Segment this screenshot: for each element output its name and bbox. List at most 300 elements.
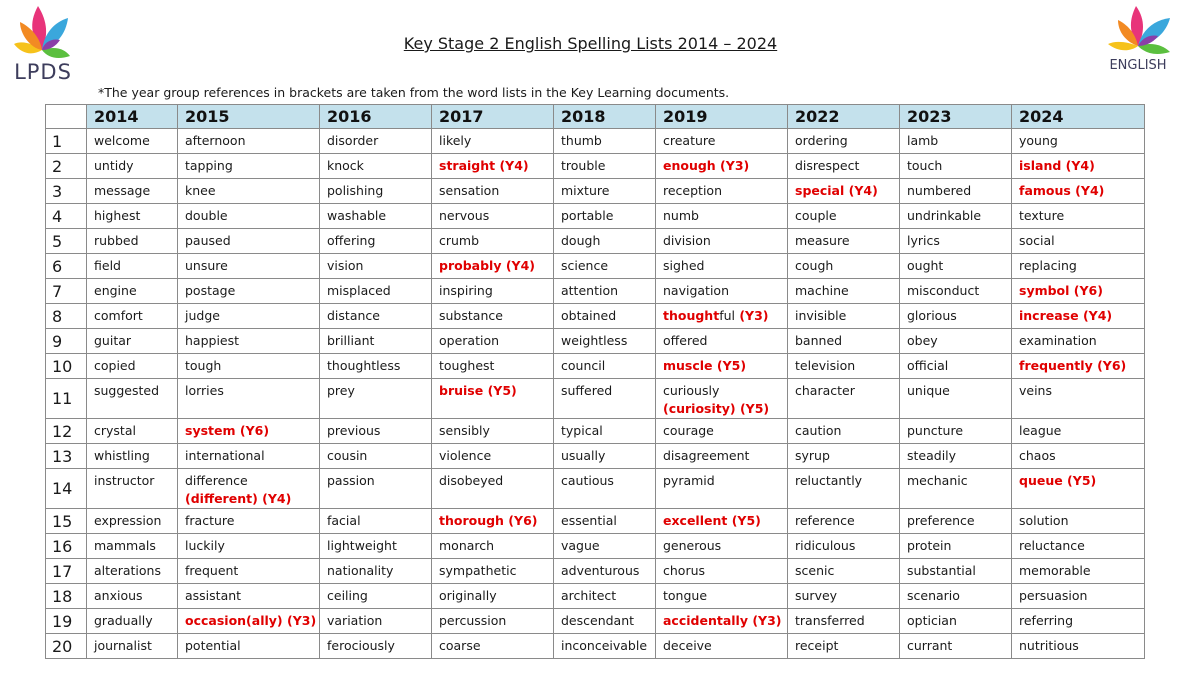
table-row xyxy=(46,609,1145,634)
word-cell-2017 xyxy=(432,204,554,229)
word-cell-2015 xyxy=(178,179,320,204)
spelling-word: field xyxy=(94,258,121,273)
spelling-word: vague xyxy=(561,538,600,553)
year-group-highlight: occasion(ally) (Y3) xyxy=(185,613,317,628)
word-cell-2016 xyxy=(320,379,432,419)
word-cell-2018 xyxy=(554,154,656,179)
spelling-word: texture xyxy=(1019,208,1065,223)
spelling-word: protein xyxy=(907,538,952,553)
year-group-highlight: thought xyxy=(663,308,720,323)
word-cell-2017 xyxy=(432,469,554,509)
spelling-word: cough xyxy=(795,258,834,273)
spelling-word: examination xyxy=(1019,333,1097,348)
word-cell-2023 xyxy=(900,304,1012,329)
spelling-word: scenario xyxy=(907,588,960,603)
spelling-word: tough xyxy=(185,358,222,373)
table-row xyxy=(46,509,1145,534)
word-cell-2016 xyxy=(320,509,432,534)
spelling-word: expression xyxy=(94,513,162,528)
year-header-2014: 2014 xyxy=(87,105,178,129)
spelling-word: ought xyxy=(907,258,944,273)
row-number: 10 xyxy=(46,354,87,379)
word-cell-2016 xyxy=(320,329,432,354)
word-cell-2017 xyxy=(432,379,554,419)
table-row xyxy=(46,559,1145,584)
word-cell-2016 xyxy=(320,609,432,634)
word-cell-2014 xyxy=(87,469,178,509)
header-corner-cell xyxy=(46,105,87,129)
spelling-word: receipt xyxy=(795,638,839,653)
word-cell-2017 xyxy=(432,329,554,354)
word-cell-2022 xyxy=(788,254,900,279)
spelling-word: numbered xyxy=(907,183,972,198)
spelling-word: engine xyxy=(94,283,137,298)
spelling-word: sympathetic xyxy=(439,563,517,578)
word-cell-2024 xyxy=(1012,304,1145,329)
spelling-word: untidy xyxy=(94,158,134,173)
word-cell-2024 xyxy=(1012,179,1145,204)
row-number: 1 xyxy=(46,129,87,154)
row-number: 8 xyxy=(46,304,87,329)
word-cell-2017 xyxy=(432,559,554,584)
word-cell-2014 xyxy=(87,444,178,469)
year-group-highlight: accidentally (Y3) xyxy=(663,613,782,628)
word-cell-2023 xyxy=(900,419,1012,444)
word-cell-2022 xyxy=(788,609,900,634)
table-row xyxy=(46,179,1145,204)
word-cell-2019 xyxy=(656,559,788,584)
table-row xyxy=(46,534,1145,559)
word-cell-2014 xyxy=(87,634,178,659)
word-cell-2015 xyxy=(178,254,320,279)
word-cell-2015 xyxy=(178,609,320,634)
year-group-highlight: bruise (Y5) xyxy=(439,383,517,398)
word-cell-2019 xyxy=(656,634,788,659)
spelling-word: chorus xyxy=(663,563,706,578)
word-cell-2017 xyxy=(432,584,554,609)
spelling-word: guitar xyxy=(94,333,132,348)
word-cell-2024 xyxy=(1012,419,1145,444)
spelling-word: knee xyxy=(185,183,216,198)
word-cell-2014 xyxy=(87,254,178,279)
spelling-word: difference xyxy=(185,473,248,488)
spelling-word: couple xyxy=(795,208,837,223)
year-header-2018: 2018 xyxy=(554,105,656,129)
year-group-highlight: (different) (Y4) xyxy=(185,491,292,506)
year-group-highlight: queue (Y5) xyxy=(1019,473,1097,488)
word-cell-2015 xyxy=(178,584,320,609)
word-cell-2017 xyxy=(432,229,554,254)
spelling-word: veins xyxy=(1019,383,1052,398)
spelling-word: essential xyxy=(561,513,617,528)
word-cell-2015 xyxy=(178,204,320,229)
word-cell-2014 xyxy=(87,229,178,254)
word-cell-2015 xyxy=(178,279,320,304)
word-cell-2014 xyxy=(87,354,178,379)
year-group-highlight: enough (Y3) xyxy=(663,158,750,173)
word-cell-2017 xyxy=(432,304,554,329)
spelling-word: adventurous xyxy=(561,563,640,578)
spelling-word: tapping xyxy=(185,158,233,173)
spelling-word: usually xyxy=(561,448,606,463)
word-cell-2018 xyxy=(554,609,656,634)
word-cell-2023 xyxy=(900,584,1012,609)
spelling-word: crumb xyxy=(439,233,480,248)
word-cell-2018 xyxy=(554,129,656,154)
word-cell-2015 xyxy=(178,154,320,179)
word-cell-2019 xyxy=(656,229,788,254)
word-cell-2024 xyxy=(1012,559,1145,584)
word-cell-2014 xyxy=(87,329,178,354)
word-cell-2018 xyxy=(554,254,656,279)
spelling-word: double xyxy=(185,208,228,223)
spelling-word: sighed xyxy=(663,258,705,273)
row-number: 3 xyxy=(46,179,87,204)
spelling-word: glorious xyxy=(907,308,957,323)
spelling-word: welcome xyxy=(94,133,150,148)
word-cell-2022 xyxy=(788,304,900,329)
word-cell-2016 xyxy=(320,279,432,304)
year-group-highlight: special (Y4) xyxy=(795,183,878,198)
word-cell-2016 xyxy=(320,154,432,179)
spelling-word: previous xyxy=(327,423,381,438)
year-header-2022: 2022 xyxy=(788,105,900,129)
spelling-word: vision xyxy=(327,258,364,273)
word-cell-2023 xyxy=(900,609,1012,634)
word-cell-2024 xyxy=(1012,509,1145,534)
spelling-word: council xyxy=(561,358,606,373)
spelling-word xyxy=(185,612,317,630)
spelling-word: lamb xyxy=(907,133,939,148)
word-cell-2024 xyxy=(1012,584,1145,609)
spelling-word: mammals xyxy=(94,538,156,553)
word-cell-2024 xyxy=(1012,204,1145,229)
word-cell-2022 xyxy=(788,279,900,304)
spelling-word: pyramid xyxy=(663,473,715,488)
word-cell-2014 xyxy=(87,584,178,609)
table-row xyxy=(46,634,1145,659)
spelling-word: suffered xyxy=(561,383,613,398)
table-row xyxy=(46,154,1145,179)
word-cell-2015 xyxy=(178,559,320,584)
word-cell-2024 xyxy=(1012,534,1145,559)
spelling-word: whistling xyxy=(94,448,150,463)
word-cell-2022 xyxy=(788,444,900,469)
year-header-2023: 2023 xyxy=(900,105,1012,129)
spelling-word: inspiring xyxy=(439,283,493,298)
word-cell-2014 xyxy=(87,419,178,444)
word-cell-2022 xyxy=(788,329,900,354)
spelling-word: puncture xyxy=(907,423,964,438)
spelling-word: touch xyxy=(907,158,943,173)
spelling-word: undrinkable xyxy=(907,208,982,223)
word-cell-2014 xyxy=(87,379,178,419)
row-number: 14 xyxy=(46,469,87,509)
word-cell-2018 xyxy=(554,379,656,419)
word-cell-2019 xyxy=(656,204,788,229)
word-cell-2024 xyxy=(1012,609,1145,634)
spelling-word: nutritious xyxy=(1019,638,1079,653)
word-cell-2022 xyxy=(788,419,900,444)
word-cell-2015 xyxy=(178,354,320,379)
spelling-word: suggested xyxy=(94,383,160,398)
table-row xyxy=(46,329,1145,354)
spelling-word: transferred xyxy=(795,613,865,628)
spelling-word: official xyxy=(907,358,949,373)
spelling-word: reluctance xyxy=(1019,538,1085,553)
word-cell-2018 xyxy=(554,534,656,559)
year-group-highlight: system (Y6) xyxy=(185,423,270,438)
word-cell-2018 xyxy=(554,559,656,584)
word-cell-2023 xyxy=(900,204,1012,229)
word-cell-2016 xyxy=(320,204,432,229)
spelling-word: generous xyxy=(663,538,722,553)
year-header-2015: 2015 xyxy=(178,105,320,129)
spelling-word: division xyxy=(663,233,711,248)
spelling-word: character xyxy=(795,383,855,398)
spelling-word: obey xyxy=(907,333,938,348)
spelling-word xyxy=(663,512,780,530)
spelling-word: ferociously xyxy=(327,638,395,653)
spelling-word: crystal xyxy=(94,423,136,438)
word-cell-2015 xyxy=(178,229,320,254)
spelling-word xyxy=(439,382,546,400)
spelling-word: nationality xyxy=(327,563,394,578)
word-cell-2014 xyxy=(87,129,178,154)
word-cell-2014 xyxy=(87,609,178,634)
spelling-word: knock xyxy=(327,158,364,173)
word-cell-2019 xyxy=(656,179,788,204)
spelling-word: deceive xyxy=(663,638,712,653)
spelling-word: disrespect xyxy=(795,158,860,173)
spelling-word: disobeyed xyxy=(439,473,504,488)
word-cell-2024 xyxy=(1012,329,1145,354)
word-cell-2015 xyxy=(178,469,320,509)
spelling-word: sensibly xyxy=(439,423,490,438)
spelling-word: unsure xyxy=(185,258,228,273)
spelling-table xyxy=(45,104,1145,659)
spelling-word: alterations xyxy=(94,563,161,578)
spelling-word: fracture xyxy=(185,513,235,528)
spelling-word: variation xyxy=(327,613,383,628)
word-cell-2014 xyxy=(87,509,178,534)
spelling-word: descendant xyxy=(561,613,635,628)
word-cell-2024 xyxy=(1012,354,1145,379)
word-cell-2022 xyxy=(788,379,900,419)
spelling-word: toughest xyxy=(439,358,495,373)
word-cell-2018 xyxy=(554,304,656,329)
word-cell-2016 xyxy=(320,419,432,444)
word-cell-2016 xyxy=(320,559,432,584)
word-cell-2024 xyxy=(1012,154,1145,179)
word-cell-2014 xyxy=(87,204,178,229)
spelling-word: mechanic xyxy=(907,473,968,488)
row-number: 7 xyxy=(46,279,87,304)
word-cell-2018 xyxy=(554,419,656,444)
spelling-word: facial xyxy=(327,513,361,528)
spelling-word xyxy=(1019,282,1137,300)
word-cell-2019 xyxy=(656,609,788,634)
word-cell-2019 xyxy=(656,534,788,559)
row-number: 9 xyxy=(46,329,87,354)
spelling-word: lyrics xyxy=(907,233,940,248)
spelling-word: rubbed xyxy=(94,233,139,248)
year-group-highlight: symbol (Y6) xyxy=(1019,283,1103,298)
spelling-word: thoughtless xyxy=(327,358,401,373)
word-cell-2017 xyxy=(432,534,554,559)
spelling-word: survey xyxy=(795,588,838,603)
word-cell-2014 xyxy=(87,304,178,329)
row-number: 20 xyxy=(46,634,87,659)
word-cell-2018 xyxy=(554,229,656,254)
word-cell-2023 xyxy=(900,329,1012,354)
word-cell-2022 xyxy=(788,509,900,534)
spelling-word: assistant xyxy=(185,588,242,603)
spelling-word: lightweight xyxy=(327,538,397,553)
word-cell-2023 xyxy=(900,154,1012,179)
word-cell-2024 xyxy=(1012,254,1145,279)
spelling-word: prey xyxy=(327,383,355,398)
spelling-word xyxy=(439,257,546,275)
spelling-word: young xyxy=(1019,133,1058,148)
word-cell-2019 xyxy=(656,584,788,609)
word-cell-2023 xyxy=(900,354,1012,379)
word-cell-2019 xyxy=(656,279,788,304)
year-group-highlight: straight (Y4) xyxy=(439,158,529,173)
spelling-word xyxy=(439,512,546,530)
year-header-2017: 2017 xyxy=(432,105,554,129)
spelling-word xyxy=(663,357,780,375)
spelling-word: cousin xyxy=(327,448,368,463)
table-row xyxy=(46,469,1145,509)
word-cell-2017 xyxy=(432,609,554,634)
spelling-word: solution xyxy=(1019,513,1069,528)
spelling-word: misconduct xyxy=(907,283,980,298)
word-cell-2014 xyxy=(87,279,178,304)
word-cell-2023 xyxy=(900,279,1012,304)
row-number: 16 xyxy=(46,534,87,559)
spelling-word xyxy=(663,612,780,630)
row-number: 17 xyxy=(46,559,87,584)
spelling-word: numb xyxy=(663,208,699,223)
spelling-word: likely xyxy=(439,133,472,148)
word-cell-2018 xyxy=(554,354,656,379)
word-cell-2017 xyxy=(432,419,554,444)
spelling-word: paused xyxy=(185,233,231,248)
word-cell-2023 xyxy=(900,229,1012,254)
spelling-word xyxy=(185,490,312,508)
spelling-word: monarch xyxy=(439,538,495,553)
spelling-word: gradually xyxy=(94,613,153,628)
spelling-word: chaos xyxy=(1019,448,1056,463)
spelling-word: international xyxy=(185,448,265,463)
row-number: 6 xyxy=(46,254,87,279)
spelling-word: steadily xyxy=(907,448,957,463)
word-cell-2022 xyxy=(788,229,900,254)
word-cell-2018 xyxy=(554,279,656,304)
word-cell-2022 xyxy=(788,179,900,204)
spelling-word: inconceivable xyxy=(561,638,648,653)
spelling-word: scenic xyxy=(795,563,835,578)
word-cell-2014 xyxy=(87,154,178,179)
word-cell-2016 xyxy=(320,354,432,379)
spelling-word: offering xyxy=(327,233,376,248)
word-cell-2023 xyxy=(900,444,1012,469)
spelling-word: weightless xyxy=(561,333,628,348)
word-cell-2015 xyxy=(178,444,320,469)
table-row xyxy=(46,254,1145,279)
spelling-word: luckily xyxy=(185,538,225,553)
spelling-word: curiously xyxy=(663,383,720,398)
word-cell-2018 xyxy=(554,444,656,469)
spelling-word: memorable xyxy=(1019,563,1091,578)
word-cell-2022 xyxy=(788,559,900,584)
spelling-word: measure xyxy=(795,233,850,248)
word-cell-2024 xyxy=(1012,229,1145,254)
word-cell-2019 xyxy=(656,419,788,444)
word-cell-2016 xyxy=(320,584,432,609)
table-row xyxy=(46,379,1145,419)
spelling-word: architect xyxy=(561,588,617,603)
word-cell-2023 xyxy=(900,509,1012,534)
spelling-word: cautious xyxy=(561,473,614,488)
spelling-word xyxy=(1019,157,1137,175)
spelling-word: mixture xyxy=(561,183,610,198)
spelling-word: substance xyxy=(439,308,503,323)
row-number: 11 xyxy=(46,379,87,419)
word-cell-2015 xyxy=(178,329,320,354)
spelling-word: reluctantly xyxy=(795,473,863,488)
word-cell-2024 xyxy=(1012,129,1145,154)
table-row xyxy=(46,354,1145,379)
word-cell-2016 xyxy=(320,534,432,559)
spelling-word: reference xyxy=(795,513,855,528)
word-cell-2018 xyxy=(554,584,656,609)
spelling-word: message xyxy=(94,183,151,198)
word-cell-2017 xyxy=(432,254,554,279)
word-cell-2014 xyxy=(87,179,178,204)
row-number: 2 xyxy=(46,154,87,179)
spelling-word: courage xyxy=(663,423,714,438)
spelling-word: disagreement xyxy=(663,448,750,463)
row-number: 18 xyxy=(46,584,87,609)
word-cell-2019 xyxy=(656,329,788,354)
spelling-word: machine xyxy=(795,283,849,298)
table-row xyxy=(46,129,1145,154)
spelling-word xyxy=(663,400,780,418)
spelling-word: lorries xyxy=(185,383,224,398)
spelling-word: distance xyxy=(327,308,380,323)
year-group-highlight: (curiosity) (Y5) xyxy=(663,401,770,416)
english-logo xyxy=(1100,4,1176,74)
word-cell-2018 xyxy=(554,634,656,659)
word-cell-2023 xyxy=(900,379,1012,419)
spelling-word: obtained xyxy=(561,308,617,323)
table-row xyxy=(46,444,1145,469)
word-cell-2015 xyxy=(178,304,320,329)
spelling-word: sensation xyxy=(439,183,500,198)
spelling-word: currant xyxy=(907,638,953,653)
word-cell-2018 xyxy=(554,329,656,354)
spelling-word: misplaced xyxy=(327,283,391,298)
word-cell-2022 xyxy=(788,634,900,659)
word-cell-2019 xyxy=(656,254,788,279)
spelling-word: reception xyxy=(663,183,722,198)
spelling-word: violence xyxy=(439,448,492,463)
word-cell-2016 xyxy=(320,469,432,509)
word-cell-2022 xyxy=(788,354,900,379)
word-cell-2018 xyxy=(554,179,656,204)
